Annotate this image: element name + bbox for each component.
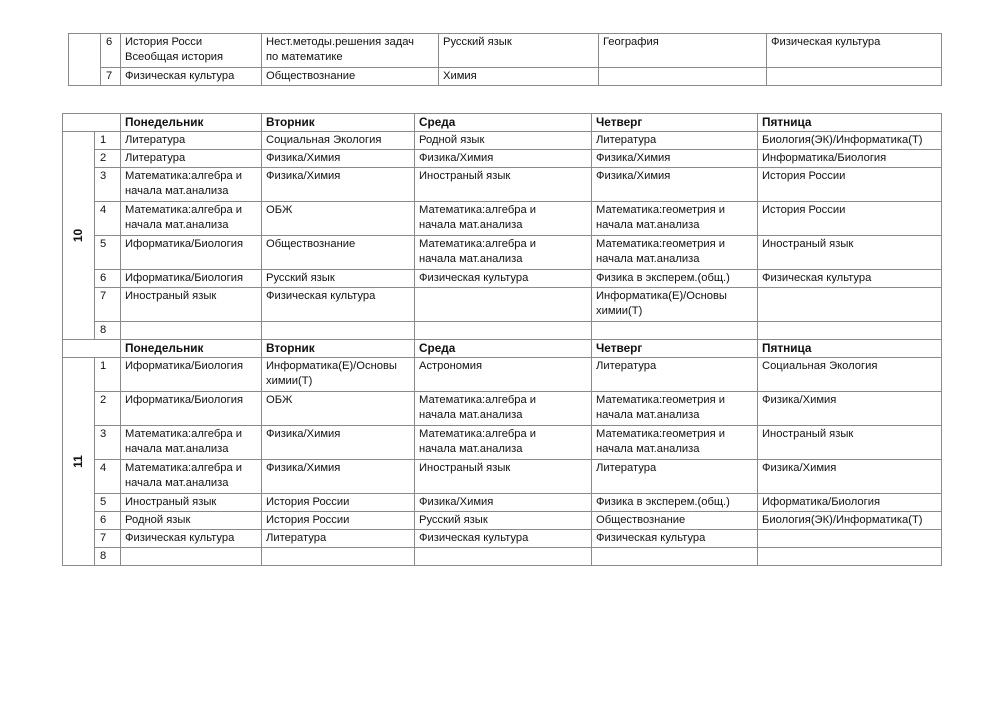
table-row (63, 236, 942, 270)
lesson-cell: Литература (262, 530, 415, 548)
grade-number: 10 (70, 228, 85, 242)
lesson-cell: Информатика/Биология (758, 150, 942, 168)
lesson-cell: ОБЖ (262, 392, 415, 426)
header-blank (63, 340, 121, 358)
lesson-cell: Математика:алгебра и начала мат.анализа (121, 202, 262, 236)
day-header: Четверг (592, 340, 758, 358)
lesson-cell (415, 548, 592, 566)
table-row (63, 512, 942, 530)
lesson-cell: Математика:алгебра и начала мат.анализа (121, 460, 262, 494)
lesson-cell (121, 322, 262, 340)
table-row (63, 530, 942, 548)
lesson-cell: Обществознание (262, 236, 415, 270)
table-row (63, 392, 942, 426)
grade-number: 11 (71, 454, 85, 468)
lesson-cell: Иформатика/Биология (121, 270, 262, 288)
lesson-number: 1 (95, 358, 121, 392)
lesson-cell: Иформатика/Биология (121, 236, 262, 270)
lesson-cell: Физика/Химия (415, 494, 592, 512)
lesson-cell: История Росси Всеобщая история (121, 34, 262, 68)
lesson-cell: Литература (592, 358, 758, 392)
lesson-number: 6 (95, 270, 121, 288)
table-row (63, 426, 942, 460)
lesson-cell: Иформатика/Биология (121, 392, 262, 426)
lesson-cell (592, 548, 758, 566)
lesson-cell: Физика в эксперем.(общ.) (592, 270, 758, 288)
lesson-number: 6 (95, 512, 121, 530)
lesson-cell: Физика/Химия (262, 150, 415, 168)
lesson-cell: Иформатика/Биология (121, 358, 262, 392)
lesson-cell: Физика/Химия (758, 460, 942, 494)
lesson-cell: Математика:геометрия и начала мат.анализа (592, 202, 758, 236)
lesson-cell (758, 548, 942, 566)
lesson-cell: Иностраный язык (415, 460, 592, 494)
lesson-cell: Нест.методы.решения задач по математике (262, 34, 439, 68)
lesson-cell: Математика:геометрия и начала мат.анализа (592, 426, 758, 460)
lesson-number: 8 (95, 322, 121, 340)
lesson-cell (592, 322, 758, 340)
table-row (63, 358, 942, 392)
lesson-cell: Иностраный язык (415, 168, 592, 202)
lesson-cell: Физика/Химия (262, 460, 415, 494)
day-header: Вторник (262, 114, 415, 132)
lesson-cell: Иностраный язык (758, 236, 942, 270)
lesson-number: 5 (95, 236, 121, 270)
lesson-cell (767, 68, 942, 86)
table-row (69, 68, 942, 86)
lesson-cell: Литература (592, 460, 758, 494)
lesson-cell (599, 68, 767, 86)
partial-schedule-table (68, 33, 942, 86)
lesson-cell: Обществознание (262, 68, 439, 86)
lesson-cell: Физическая культура (415, 270, 592, 288)
lesson-cell: ОБЖ (262, 202, 415, 236)
lesson-cell: Физика/Химия (592, 150, 758, 168)
table-row (63, 270, 942, 288)
lesson-cell: Математика:алгебра и начала мат.анализа (415, 236, 592, 270)
lesson-cell: Математика:геометрия и начала мат.анализа (592, 236, 758, 270)
lesson-cell: Математика:алгебра и начала мат.анализа (121, 426, 262, 460)
day-header: Среда (415, 114, 592, 132)
lesson-cell: Физика/Химия (262, 426, 415, 460)
lesson-cell: Физика/Химия (415, 150, 592, 168)
grade-cell (69, 34, 101, 86)
lesson-number: 1 (95, 132, 121, 150)
table-row (63, 288, 942, 322)
day-header: Вторник (262, 340, 415, 358)
table-row (63, 202, 942, 236)
day-header: Четверг (592, 114, 758, 132)
header-blank (63, 114, 121, 132)
lesson-cell: История России (262, 512, 415, 530)
lesson-cell: Математика:алгебра и начала мат.анализа (415, 202, 592, 236)
lesson-cell: Астрономия (415, 358, 592, 392)
lesson-number: 3 (95, 168, 121, 202)
lesson-cell: Иностраный язык (121, 288, 262, 322)
lesson-cell: Социальная Экология (262, 132, 415, 150)
lesson-cell: Физическая культура (262, 288, 415, 322)
lesson-cell: Информатика(Е)/Основы химии(Т) (592, 288, 758, 322)
table-row (63, 322, 942, 340)
lesson-cell: Родной язык (415, 132, 592, 150)
lesson-number: 8 (95, 548, 121, 566)
day-header: Пятница (758, 114, 942, 132)
grade-label (63, 358, 95, 566)
table-row (63, 132, 942, 150)
lesson-cell: Обществознание (592, 512, 758, 530)
lesson-cell (758, 530, 942, 548)
lesson-cell: Русский язык (415, 512, 592, 530)
lesson-cell: Литература (121, 150, 262, 168)
day-header-row (63, 340, 942, 358)
lesson-cell: Литература (592, 132, 758, 150)
day-header: Среда (415, 340, 592, 358)
lesson-number: 2 (95, 392, 121, 426)
lesson-cell: Физика/Химия (592, 168, 758, 202)
lesson-cell: Родной язык (121, 512, 262, 530)
lesson-cell (415, 288, 592, 322)
lesson-number: 6 (101, 34, 121, 68)
lesson-cell: Иформатика/Биология (758, 494, 942, 512)
day-header-row (63, 114, 942, 132)
lesson-cell (758, 288, 942, 322)
lesson-number: 7 (101, 68, 121, 86)
lesson-cell: История России (758, 168, 942, 202)
lesson-cell: Биология(ЭК)/Информатика(Т) (758, 512, 942, 530)
lesson-cell: Иностраный язык (121, 494, 262, 512)
lesson-number: 4 (95, 202, 121, 236)
table-row (63, 548, 942, 566)
lesson-cell (262, 548, 415, 566)
lesson-cell (758, 322, 942, 340)
lesson-cell: Русский язык (439, 34, 599, 68)
lesson-cell: Физика/Химия (758, 392, 942, 426)
lesson-cell: Литература (121, 132, 262, 150)
lesson-cell: История России (262, 494, 415, 512)
lesson-cell: Биология(ЭК)/Информатика(Т) (758, 132, 942, 150)
lesson-cell: Математика:алгебра и начала мат.анализа (415, 392, 592, 426)
table-row (63, 168, 942, 202)
lesson-number: 7 (95, 530, 121, 548)
table-row (69, 34, 942, 68)
lesson-number: 5 (95, 494, 121, 512)
day-header: Понедельник (121, 114, 262, 132)
table-row (63, 150, 942, 168)
lesson-cell: Физическая культура (121, 530, 262, 548)
lesson-cell: Математика:геометрия и начала мат.анализа (592, 392, 758, 426)
day-header: Понедельник (121, 340, 262, 358)
lesson-cell: Русский язык (262, 270, 415, 288)
lesson-cell (121, 548, 262, 566)
lesson-cell: География (599, 34, 767, 68)
lesson-cell: Социальная Экология (758, 358, 942, 392)
lesson-number: 4 (95, 460, 121, 494)
lesson-cell: Информатика(Е)/Основы химии(Т) (262, 358, 415, 392)
table-row (63, 494, 942, 512)
lesson-cell: Иностраный язык (758, 426, 942, 460)
schedule-table (62, 113, 942, 566)
grade-label (63, 132, 95, 340)
lesson-cell: Физическая культура (758, 270, 942, 288)
lesson-cell: Химия (439, 68, 599, 86)
lesson-cell: История России (758, 202, 942, 236)
lesson-cell: Математика:алгебра и начала мат.анализа (415, 426, 592, 460)
lesson-cell: Математика:алгебра и начала мат.анализа (121, 168, 262, 202)
lesson-cell (415, 322, 592, 340)
lesson-cell: Физическая культура (767, 34, 942, 68)
lesson-number: 2 (95, 150, 121, 168)
lesson-cell: Физическая культура (121, 68, 262, 86)
lesson-cell (262, 322, 415, 340)
lesson-cell: Физическая культура (592, 530, 758, 548)
lesson-number: 3 (95, 426, 121, 460)
table-row (63, 460, 942, 494)
lesson-cell: Физика в эксперем.(общ.) (592, 494, 758, 512)
lesson-cell: Физика/Химия (262, 168, 415, 202)
lesson-cell: Физическая культура (415, 530, 592, 548)
lesson-number: 7 (95, 288, 121, 322)
day-header: Пятница (758, 340, 942, 358)
